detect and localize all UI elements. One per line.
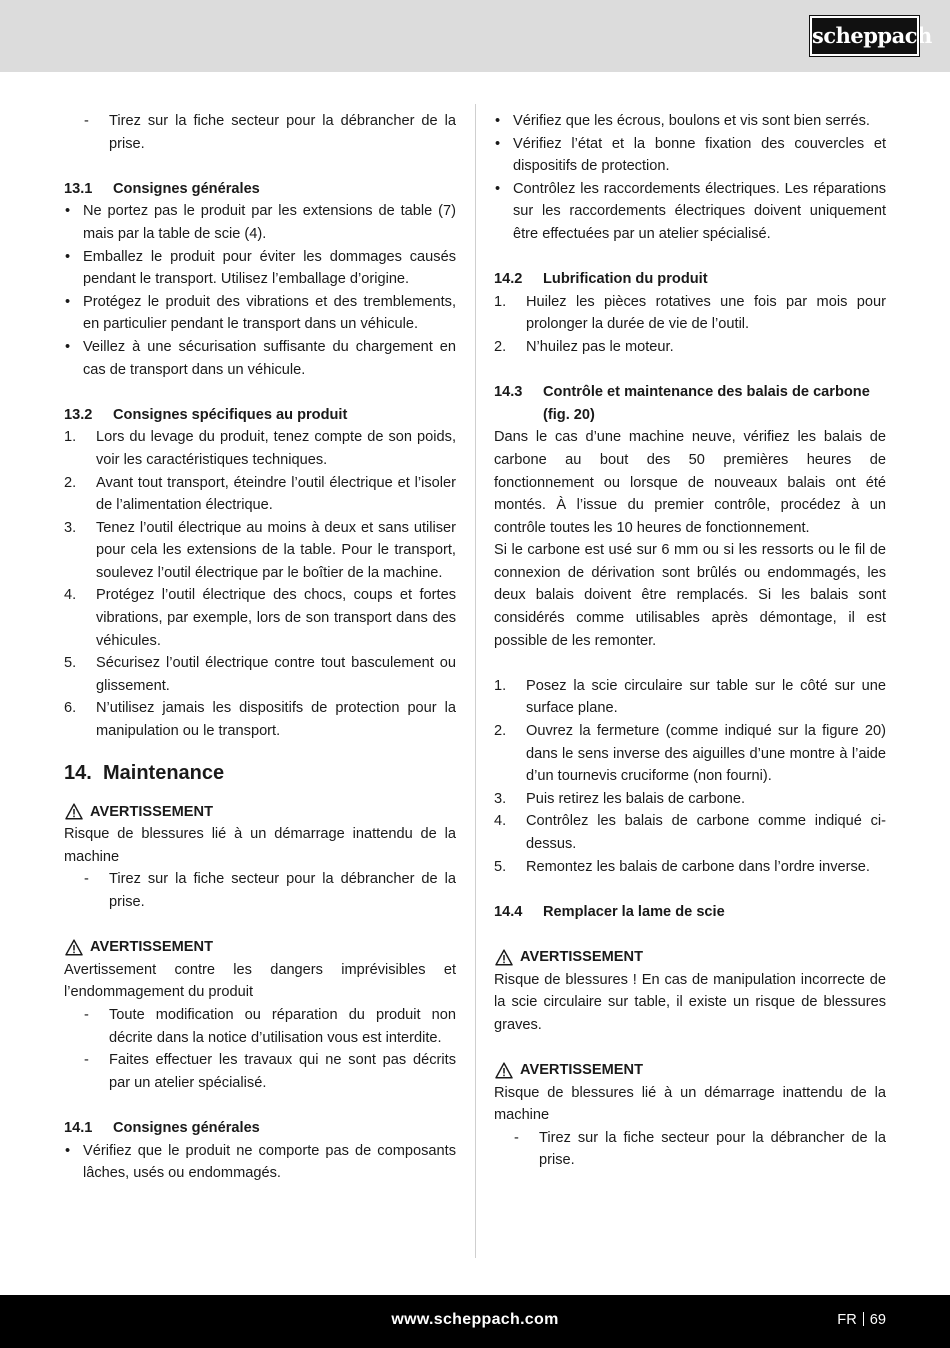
list-item: 2. Ouvrez la fermeture (comme indiqué sur la figure 20) dans le sens inverse des aiguilles d’une montre à l’aide d’un tournevis cruciforme (non fourni). (494, 723, 886, 785)
list-item: 1. Posez la scie circulaire sur table sur le côté sur une surface plane. (494, 677, 886, 717)
dash-item: - Tirez sur la fiche secteur pour la débrancher de la prise. (64, 110, 456, 155)
list-item: 1. Lors du levage du produit, tenez compte de son poids, voir les caractéristiques techniques. (64, 429, 456, 468)
warning-triangle-icon (65, 803, 83, 820)
section-14-2-heading: 14.2 Lubrification du produit (494, 271, 708, 288)
footer-bar (0, 1295, 950, 1348)
section-14-1-list (64, 1140, 456, 1185)
section-14-3-list (494, 675, 886, 878)
warning-dash-list (64, 868, 456, 913)
section-14-heading: 14. Maintenance (64, 761, 225, 784)
list-item: • Emballez le produit pour éviter les dommages causés pendant le transport. Utilisez l’emballage d’origine. (64, 246, 456, 291)
section-13-1-list (64, 200, 456, 381)
page-number: 69 (869, 1312, 886, 1328)
intro-dash-list (64, 110, 456, 155)
separator (863, 1312, 864, 1326)
warning-text: Avertissement contre les dangers imprévisibles et l’endommagement du produit (64, 961, 456, 1001)
list-item: 3. Tenez l’outil électrique au moins à deux et sans utiliser pour cela les extensions de la table. Pour le transport, soulevez l’outil électrique par le boîtier de la machine. (64, 519, 456, 581)
section-13-1-heading: 13.1 Consignes générales (64, 180, 260, 197)
list-item: • Vérifiez que les écrous, boulons et vis sont bien serrés. (494, 110, 886, 133)
dash-item: - Faites effectuer les travaux qui ne sont pas décrits par un atelier spécialisé. (64, 1049, 456, 1094)
list-item: • Vérifiez l’état et la bonne fixation des couvercles et dispositifs de protection. (494, 133, 886, 178)
list-item: • Vérifiez que le produit ne comporte pas de composants lâches, usés ou endommagés. (64, 1140, 456, 1185)
warning-triangle-icon (495, 1062, 513, 1079)
language-code: FR (837, 1312, 857, 1328)
list-item: 2. N’huilez pas le moteur. (494, 338, 674, 355)
page-indicator (837, 1309, 886, 1332)
left-column (64, 110, 456, 1185)
list-item: 6. N’utilisez jamais les dispositifs de protection pour la manipulation ou le transport. (64, 700, 456, 740)
brand-logo: scheppach (810, 16, 919, 56)
warning-dash-list (494, 1127, 886, 1172)
list-item: • Veillez à une sécurisation suffisante du chargement en cas de transport dans un véhicule. (64, 336, 456, 381)
section-14-4-heading: 14.4 Remplacer la lame de scie (494, 903, 725, 920)
right-column (494, 110, 886, 1172)
warning-triangle-icon (495, 949, 513, 966)
paragraph: Dans le cas d’une machine neuve, vérifiez les balais de carbone au bout des 50 premières heures de fonctionnement ou lorsque de nouveaux balais ont été montés. À l’issue du premier contrôle, procédez à un contrôle toutes les 10 heures de fonctionnement. (494, 429, 886, 536)
dash-item: - Tirez sur la fiche secteur pour la débrancher de la prise. (64, 868, 456, 913)
dash-item: - Tirez sur la fiche secteur pour la débrancher de la prise. (494, 1127, 886, 1172)
warning-text: Risque de blessures lié à un démarrage inattendu de la machine (64, 826, 456, 865)
section-14-2-list (494, 291, 886, 359)
section-13-2-heading: 13.2 Consignes spécifiques au produit (64, 406, 348, 423)
list-item: 1. Huilez les pièces rotatives une fois par mois pour prolonger la durée de vie de l’outil. (494, 293, 886, 333)
warning-text: Risque de blessures ! En cas de manipulation incorrecte de la scie circulaire sur table, il existe un risque de blessures graves. (494, 971, 886, 1033)
column-divider (475, 104, 476, 1258)
warning-heading: AVERTISSEMENT (494, 1059, 886, 1082)
warning-heading: AVERTISSEMENT (494, 946, 886, 969)
list-item: • Contrôlez les raccordements électriques. Les réparations sur les raccordements électriques doivent uniquement être effectuées par un atelier spécialisé. (494, 178, 886, 246)
list-item: 4. Contrôlez les balais de carbone comme indiqué ci-dessus. (494, 813, 886, 852)
list-item: 3. Puis retirez les balais de carbone. (494, 790, 746, 807)
list-item: • Ne portez pas le produit par les extensions de table (7) mais par la table de scie (4). (64, 200, 456, 245)
list-item: 5. Remontez les balais de carbone dans l’ordre inverse. (494, 858, 870, 875)
list-item: 2. Avant tout transport, éteindre l’outil électrique et l’isoler de l’alimentation électrique. (64, 474, 456, 514)
list-item: 5. Sécurisez l’outil électrique contre tout basculement ou glissement. (64, 655, 456, 694)
section-14-3-heading: 14.3 Contrôle et maintenance des balais de carbone (fig. 20) (494, 384, 870, 423)
warning-triangle-icon (65, 939, 83, 956)
website-link[interactable]: www.scheppach.com (391, 1311, 559, 1328)
warning-text: Risque de blessures lié à un démarrage inattendu de la machine (494, 1084, 886, 1124)
list-item: 4. Protégez l’outil électrique des chocs, coups et fortes vibrations, par exemple, lors de son transport dans des véhicules. (64, 587, 456, 649)
header-bar (0, 0, 950, 72)
dash-item: - Toute modification ou réparation du produit non décrite dans la notice d’utilisation vous est interdite. (64, 1004, 456, 1049)
section-14-1-heading: 14.1 Consignes générales (64, 1119, 260, 1136)
warning-heading: AVERTISSEMENT (64, 801, 456, 824)
section-14-1-list-continued (494, 110, 886, 246)
warning-dash-list (64, 1004, 456, 1094)
paragraph: Si le carbone est usé sur 6 mm ou si les ressorts ou le fil de connexion de dérivation sont brûlés ou endommagés, les deux balais doivent être remplacés. Si les balais sont considérés comme utilisables après démontage, il est possible de les remonter. (494, 542, 886, 649)
list-item: • Protégez le produit des vibrations et des tremblements, en particulier pendant le transport dans un véhicule. (64, 291, 456, 336)
warning-heading: AVERTISSEMENT (64, 936, 456, 959)
section-13-2-list (64, 426, 456, 742)
